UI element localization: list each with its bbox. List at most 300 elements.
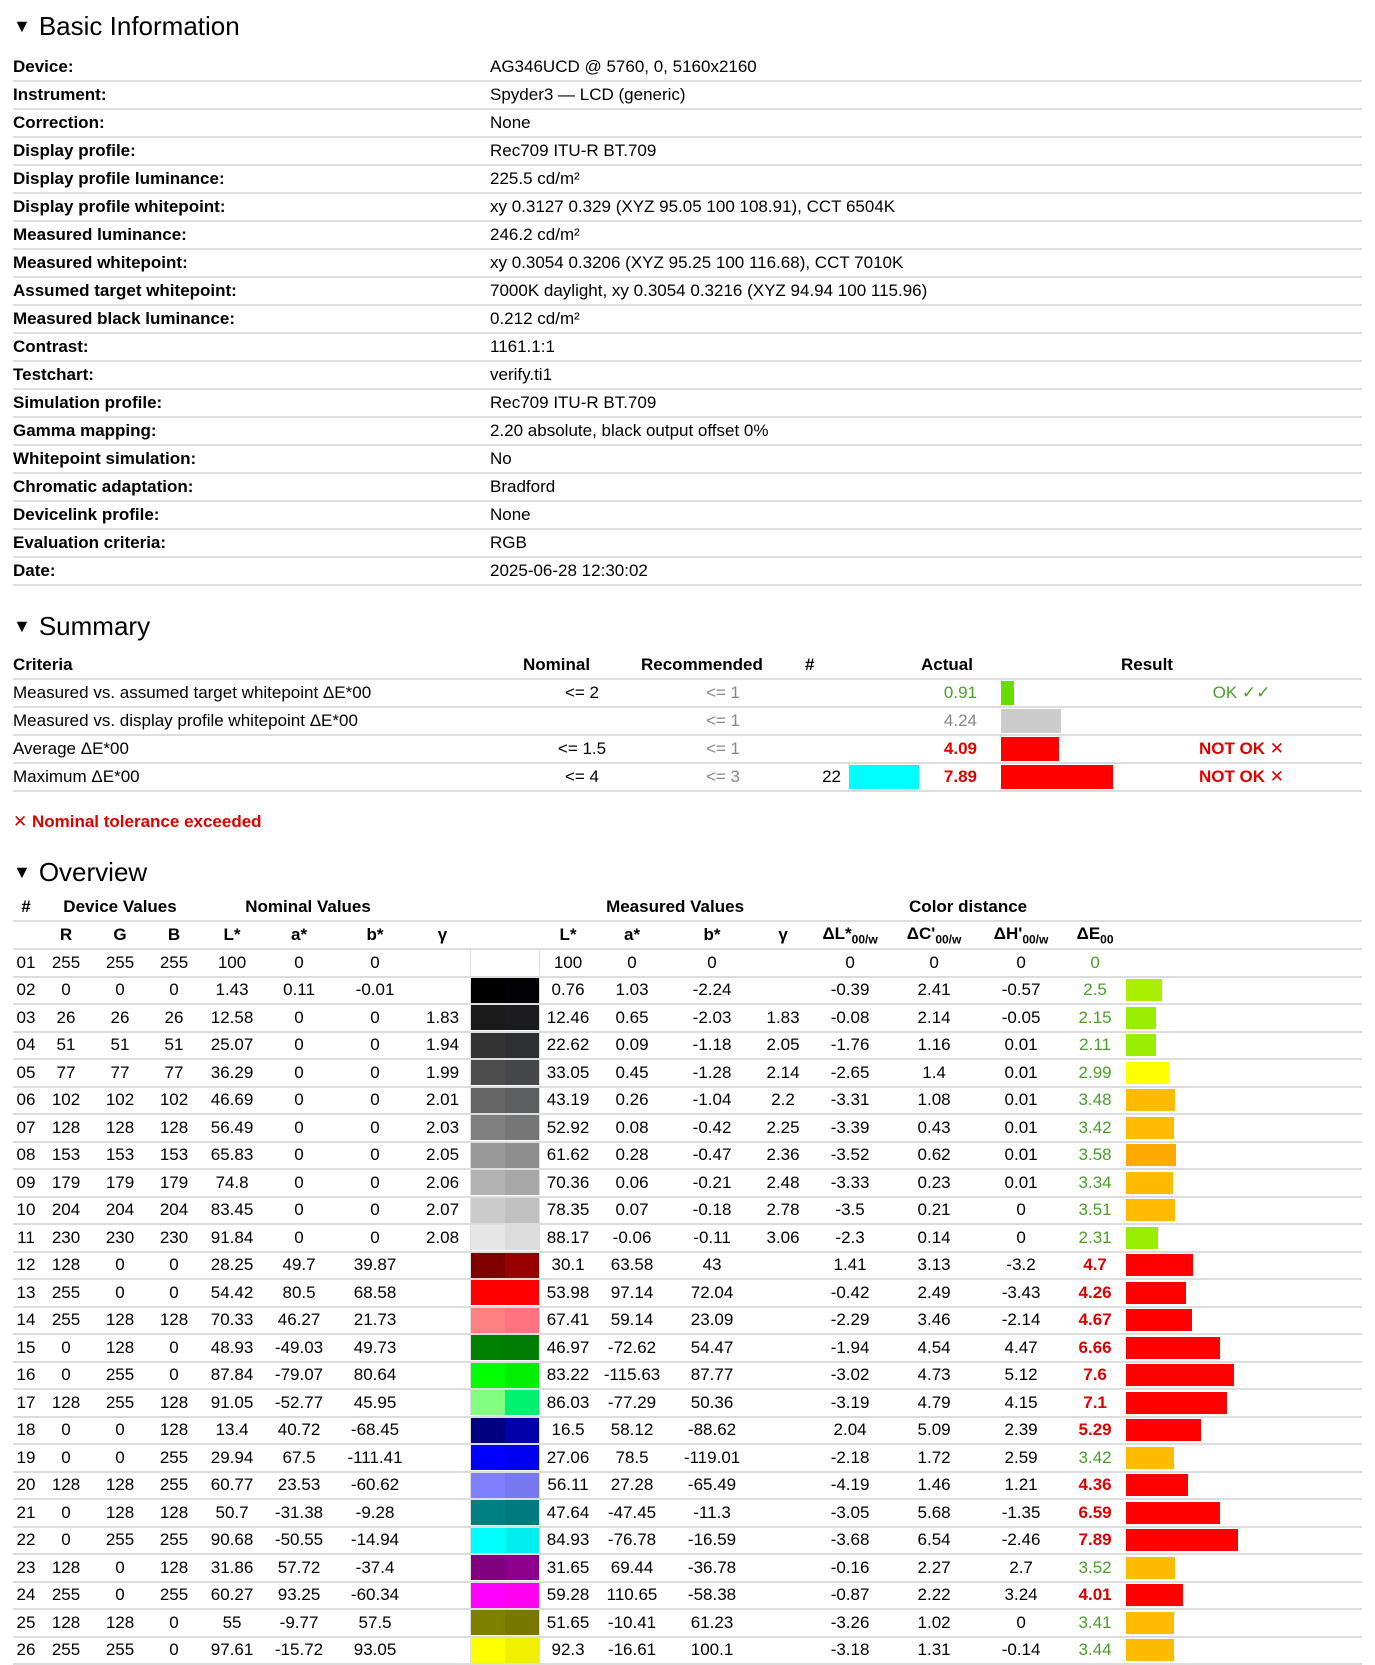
ov-cell-dL: -3.31 (810, 1087, 890, 1115)
ov-cell-dE: 6.66 (1064, 1334, 1126, 1362)
basic-info-row (13, 193, 1362, 221)
ov-cell-dE: 3.58 (1064, 1142, 1126, 1170)
ov-cell-mg (756, 1362, 810, 1390)
ov-cell-mL: 70.36 (540, 1169, 596, 1197)
overview-toggle[interactable] (13, 846, 1362, 892)
ov-cell-dC: 2.14 (890, 1004, 978, 1032)
ov-cell-mL: 33.05 (540, 1059, 596, 1087)
ov-cell-g: 2.08 (415, 1224, 470, 1252)
ov-cell-L: 91.84 (201, 1224, 263, 1252)
overview-row (13, 1499, 1362, 1527)
ov-cell-n: 08 (13, 1142, 39, 1170)
summary-nominal (523, 707, 641, 735)
summary-patch-cell (849, 763, 921, 791)
ov-col-G: G (93, 921, 147, 949)
overview-title: Overview (38, 857, 148, 887)
summary-nominal: <= 2 (523, 679, 641, 707)
basic-info-value: xy 0.3127 0.329 (XYZ 95.05 100 108.91), CCT 6504K (490, 193, 1362, 221)
ov-cell-mb: 54.47 (668, 1334, 756, 1362)
ov-cell-dH: -2.46 (978, 1527, 1064, 1555)
ov-cell-mb: -2.03 (668, 1004, 756, 1032)
ov-swatch-nominal (471, 1198, 505, 1223)
ov-cell-G: 0 (93, 1554, 147, 1582)
ov-cell-n: 18 (13, 1417, 39, 1445)
basic-info-value: 2025-06-28 12:30:02 (490, 557, 1362, 585)
summary-result: NOT OK ✕ (1121, 735, 1362, 763)
ov-cell-dH: -2.14 (978, 1307, 1064, 1335)
ov-cell-dC: 0.14 (890, 1224, 978, 1252)
ov-col-dE-sub: 00 (1100, 932, 1114, 947)
ov-swatch-nominal (471, 1363, 505, 1388)
basic-info-key: Chromatic adaptation: (13, 473, 490, 501)
ov-cell-b: -0.01 (335, 977, 415, 1005)
ov-cell-mb: 43 (668, 1252, 756, 1280)
ov-cell-B: 128 (147, 1499, 201, 1527)
ov-delta-bar (1126, 1502, 1220, 1524)
ov-cell-dL: -3.5 (810, 1197, 890, 1225)
ov-cell-mg (756, 977, 810, 1005)
basic-info-row (13, 165, 1362, 193)
ov-swatch-measured (505, 1363, 539, 1388)
ov-cell-n: 20 (13, 1472, 39, 1500)
basic-info-title: Basic Information (38, 11, 240, 41)
ov-cell-dL: -3.18 (810, 1637, 890, 1665)
ov-cell-n: 10 (13, 1197, 39, 1225)
ov-swatch (470, 1143, 540, 1168)
ov-swatch-nominal (471, 1638, 505, 1663)
ov-cell-ma: -16.61 (596, 1637, 668, 1665)
ov-swatch-nominal (471, 1115, 505, 1140)
ov-cell-L: 100 (201, 949, 263, 977)
ov-cell-dH: 0 (978, 1609, 1064, 1637)
ov-cell-dC: 1.08 (890, 1087, 978, 1115)
ov-cell-mL: 22.62 (540, 1032, 596, 1060)
ov-col-B: B (147, 921, 201, 949)
summary-bar-cell (1001, 679, 1121, 707)
ov-cell-B: 51 (147, 1032, 201, 1060)
ov-cell-B: 0 (147, 1362, 201, 1390)
summary-col-nominal: Nominal (523, 652, 641, 679)
summary-toggle[interactable] (13, 600, 1362, 646)
ov-cell-mb: -2.24 (668, 977, 756, 1005)
ov-delta-bar (1126, 1639, 1174, 1661)
ov-cell-b: -60.34 (335, 1582, 415, 1610)
ov-cell-mL: 12.46 (540, 1004, 596, 1032)
ov-col-dC-label: ΔC' (906, 923, 936, 943)
ov-cell-G: 0 (93, 1252, 147, 1280)
ov-cell-g: 1.83 (415, 1004, 470, 1032)
ov-cell-a: 0 (263, 949, 335, 977)
ov-cell-n: 02 (13, 977, 39, 1005)
summary-bar-cell (1001, 707, 1121, 735)
ov-cell-dC: 3.46 (890, 1307, 978, 1335)
overview-row (13, 1197, 1362, 1225)
ov-cell-dL: -3.26 (810, 1609, 890, 1637)
ov-cell-ma: -115.63 (596, 1362, 668, 1390)
ov-cell-n: 23 (13, 1554, 39, 1582)
ov-cell-mL: 61.62 (540, 1142, 596, 1170)
ov-swatch-cell (470, 1032, 540, 1060)
basic-info-value: None (490, 501, 1362, 529)
ov-cell-g (415, 1279, 470, 1307)
ov-swatch-nominal (471, 1170, 505, 1195)
ov-swatch-measured (505, 1253, 539, 1278)
ov-col-mL: L* (540, 921, 596, 949)
basic-info-key: Gamma mapping: (13, 417, 490, 445)
ov-cell-ma: -47.45 (596, 1499, 668, 1527)
ov-col-b: b* (335, 921, 415, 949)
ov-cell-mb: -1.18 (668, 1032, 756, 1060)
ov-cell-dE: 5.29 (1064, 1417, 1126, 1445)
ov-cell-dL: 2.04 (810, 1417, 890, 1445)
ov-bar-cell (1126, 1554, 1362, 1582)
ov-cell-dC: 5.68 (890, 1499, 978, 1527)
ov-cell-mb: -16.59 (668, 1527, 756, 1555)
summary-title: Summary (38, 611, 151, 641)
ov-cell-dL: -3.68 (810, 1527, 890, 1555)
overview-row (13, 1527, 1362, 1555)
ov-cell-b: 0 (335, 1004, 415, 1032)
ov-delta-bar (1126, 1557, 1175, 1579)
ov-cell-dC: 6.54 (890, 1527, 978, 1555)
ov-cell-a: 40.72 (263, 1417, 335, 1445)
ov-cell-b: -68.45 (335, 1417, 415, 1445)
ov-cell-mL: 27.06 (540, 1444, 596, 1472)
summary-col-recommended: Recommended (641, 652, 805, 679)
ov-cell-R: 0 (39, 977, 93, 1005)
ov-swatch-nominal (471, 1610, 505, 1635)
ov-cell-ma: 59.14 (596, 1307, 668, 1335)
overview-row (13, 1032, 1362, 1060)
ov-cell-dL: 1.41 (810, 1252, 890, 1280)
ov-cell-mL: 0.76 (540, 977, 596, 1005)
ov-cell-dH: -3.2 (978, 1252, 1064, 1280)
ov-cell-G: 128 (93, 1499, 147, 1527)
ov-cell-b: 0 (335, 1059, 415, 1087)
ov-col-a: a* (263, 921, 335, 949)
ov-cell-ma: 0.65 (596, 1004, 668, 1032)
ov-cell-b: 0 (335, 1087, 415, 1115)
ov-cell-G: 255 (93, 1362, 147, 1390)
ov-cell-n: 21 (13, 1499, 39, 1527)
ov-cell-mg: 2.2 (756, 1087, 810, 1115)
ov-swatch-measured (505, 1143, 539, 1168)
ov-col-dC-sub: 00/w (935, 932, 962, 947)
basic-info-row (13, 333, 1362, 361)
overview-row (13, 1114, 1362, 1142)
ov-cell-L: 87.84 (201, 1362, 263, 1390)
ov-swatch (470, 978, 540, 1003)
ov-swatch-cell (470, 1279, 540, 1307)
triangle-down-icon: ▼ (13, 862, 31, 882)
overview-row (13, 1472, 1362, 1500)
ov-cell-dC: 1.72 (890, 1444, 978, 1472)
summary-patch-cell (849, 707, 921, 735)
ov-cell-dC: 4.79 (890, 1389, 978, 1417)
ov-cell-B: 128 (147, 1389, 201, 1417)
ov-swatch-measured (505, 1528, 539, 1553)
ov-cell-ma: 58.12 (596, 1417, 668, 1445)
ov-bar-cell (1126, 1472, 1362, 1500)
ov-cell-g: 2.05 (415, 1142, 470, 1170)
ov-swatch-nominal (471, 1225, 505, 1250)
ov-swatch-nominal (471, 1005, 505, 1030)
ov-cell-R: 0 (39, 1417, 93, 1445)
ov-cell-G: 51 (93, 1032, 147, 1060)
tolerance-note: ✕ Nominal tolerance exceeded (13, 812, 262, 831)
ov-swatch (470, 1583, 540, 1608)
ov-cell-R: 128 (39, 1252, 93, 1280)
ov-delta-bar (1126, 1172, 1173, 1194)
summary-bar (1001, 709, 1061, 733)
summary-criteria: Maximum ΔE*00 (13, 763, 523, 791)
summary-bar (1001, 737, 1059, 761)
ov-cell-mg (756, 1499, 810, 1527)
ov-swatch-measured (505, 1225, 539, 1250)
ov-swatch-measured (505, 1473, 539, 1498)
ov-cell-G: 255 (93, 1637, 147, 1665)
ov-cell-dH: 0.01 (978, 1059, 1064, 1087)
summary-col-criteria: Criteria (13, 652, 523, 679)
ov-cell-dC: 2.27 (890, 1554, 978, 1582)
ov-cell-mg (756, 1582, 810, 1610)
ov-swatch-cell (470, 949, 540, 977)
overview-row (13, 1279, 1362, 1307)
ov-cell-dE: 4.26 (1064, 1279, 1126, 1307)
ov-cell-b: 93.05 (335, 1637, 415, 1665)
ov-cell-L: 65.83 (201, 1142, 263, 1170)
ov-cell-mg: 2.25 (756, 1114, 810, 1142)
ov-cell-n: 22 (13, 1527, 39, 1555)
ov-cell-L: 50.7 (201, 1499, 263, 1527)
basic-info-row (13, 473, 1362, 501)
ov-cell-dC: 2.22 (890, 1582, 978, 1610)
ov-cell-R: 255 (39, 1582, 93, 1610)
ov-cell-dL: -2.3 (810, 1224, 890, 1252)
ov-swatch-measured (505, 1033, 539, 1058)
ov-cell-G: 128 (93, 1307, 147, 1335)
ov-cell-dE: 2.99 (1064, 1059, 1126, 1087)
ov-cell-a: 49.7 (263, 1252, 335, 1280)
ov-cell-dL: -3.33 (810, 1169, 890, 1197)
ov-cell-R: 128 (39, 1472, 93, 1500)
ov-cell-mg (756, 1307, 810, 1335)
ov-cell-g: 2.01 (415, 1087, 470, 1115)
ov-cell-g: 2.07 (415, 1197, 470, 1225)
ov-cell-a: 0.11 (263, 977, 335, 1005)
ov-cell-dC: 0.62 (890, 1142, 978, 1170)
ov-cell-n: 16 (13, 1362, 39, 1390)
ov-cell-mL: 30.1 (540, 1252, 596, 1280)
basic-info-toggle[interactable] (13, 0, 1362, 46)
ov-cell-L: 55 (201, 1609, 263, 1637)
ov-cell-mb: -58.38 (668, 1582, 756, 1610)
ov-cell-dE: 7.1 (1064, 1389, 1126, 1417)
ov-cell-mg (756, 1417, 810, 1445)
ov-cell-B: 0 (147, 1334, 201, 1362)
ov-cell-dC: 1.16 (890, 1032, 978, 1060)
ov-cell-dL: -0.87 (810, 1582, 890, 1610)
ov-cell-dC: 1.02 (890, 1609, 978, 1637)
ov-group-device: Device Values (39, 894, 201, 921)
ov-swatch-measured (505, 1500, 539, 1525)
ov-cell-g: 2.03 (415, 1114, 470, 1142)
ov-cell-B: 0 (147, 1252, 201, 1280)
summary-bar-cell (1001, 735, 1121, 763)
ov-col-dH (978, 921, 1064, 949)
basic-info-row (13, 417, 1362, 445)
ov-delta-bar (1126, 1584, 1183, 1606)
ov-cell-B: 128 (147, 1114, 201, 1142)
ov-cell-L: 74.8 (201, 1169, 263, 1197)
ov-delta-bar (1126, 1364, 1234, 1386)
summary-col-patch (849, 652, 921, 679)
ov-swatch (470, 1280, 540, 1305)
ov-cell-dH: 0 (978, 1224, 1064, 1252)
ov-cell-dL: -2.18 (810, 1444, 890, 1472)
ov-cell-dC: 3.13 (890, 1252, 978, 1280)
ov-cell-g: 1.99 (415, 1059, 470, 1087)
overview-row (13, 1307, 1362, 1335)
ov-swatch (470, 1555, 540, 1580)
ov-swatch-cell (470, 1527, 540, 1555)
ov-cell-a: 57.72 (263, 1554, 335, 1582)
overview-table (13, 894, 1362, 1665)
ov-delta-bar (1126, 1199, 1175, 1221)
ov-cell-a: -49.03 (263, 1334, 335, 1362)
summary-result: NOT OK ✕ (1121, 763, 1362, 791)
ov-cell-mL: 52.92 (540, 1114, 596, 1142)
summary-nominal: <= 1.5 (523, 735, 641, 763)
ov-cell-a: 0 (263, 1114, 335, 1142)
ov-cell-L: 60.27 (201, 1582, 263, 1610)
summary-num (805, 707, 849, 735)
ov-cell-ma: 0.26 (596, 1087, 668, 1115)
ov-cell-b: 21.73 (335, 1307, 415, 1335)
ov-cell-a: -52.77 (263, 1389, 335, 1417)
ov-cell-a: 67.5 (263, 1444, 335, 1472)
summary-nominal: <= 4 (523, 763, 641, 791)
ov-cell-B: 230 (147, 1224, 201, 1252)
ov-cell-dL: -1.94 (810, 1334, 890, 1362)
summary-patch-cell (849, 735, 921, 763)
ov-cell-mg (756, 949, 810, 977)
ov-swatch-measured (505, 978, 539, 1003)
basic-info-key: Measured luminance: (13, 221, 490, 249)
summary-actual: 4.09 (921, 735, 1001, 763)
summary-row (13, 707, 1362, 735)
ov-cell-mL: 100 (540, 949, 596, 977)
summary-row (13, 679, 1362, 707)
ov-cell-dC: 4.54 (890, 1334, 978, 1362)
ov-cell-dL: -3.52 (810, 1142, 890, 1170)
ov-cell-dH: 0.01 (978, 1087, 1064, 1115)
ov-cell-mb: 61.23 (668, 1609, 756, 1637)
overview-row (13, 1554, 1362, 1582)
ov-cell-G: 255 (93, 949, 147, 977)
ov-swatch-measured (505, 1005, 539, 1030)
overview-row (13, 977, 1362, 1005)
ov-swatch-cell (470, 1142, 540, 1170)
ov-cell-B: 153 (147, 1142, 201, 1170)
ov-cell-R: 230 (39, 1224, 93, 1252)
ov-col-dL-sub: 00/w (851, 932, 878, 947)
ov-cell-dH: -0.57 (978, 977, 1064, 1005)
ov-swatch-measured (505, 1555, 539, 1580)
ov-cell-R: 0 (39, 1444, 93, 1472)
ov-cell-dC: 1.46 (890, 1472, 978, 1500)
ov-cell-mg (756, 1609, 810, 1637)
ov-delta-bar (1126, 1007, 1156, 1029)
overview-row (13, 1582, 1362, 1610)
summary-row (13, 763, 1362, 791)
ov-cell-dC: 4.73 (890, 1362, 978, 1390)
ov-cell-R: 179 (39, 1169, 93, 1197)
ov-cell-dH: 0.01 (978, 1114, 1064, 1142)
ov-cell-G: 0 (93, 1444, 147, 1472)
ov-swatch (470, 1308, 540, 1333)
ov-swatch-nominal (471, 978, 505, 1003)
ov-delta-bar (1126, 1447, 1174, 1469)
ov-cell-dL: -0.42 (810, 1279, 890, 1307)
ov-cell-a: 0 (263, 1004, 335, 1032)
ov-cell-dH: -1.35 (978, 1499, 1064, 1527)
ov-swatch-cell (470, 1334, 540, 1362)
ov-delta-bar (1126, 1089, 1175, 1111)
basic-info-value: Spyder3 — LCD (generic) (490, 81, 1362, 109)
ov-swatch-nominal (471, 1528, 505, 1553)
ov-cell-mL: 88.17 (540, 1224, 596, 1252)
ov-cell-mL: 84.93 (540, 1527, 596, 1555)
ov-cell-dH: 2.39 (978, 1417, 1064, 1445)
ov-cell-mb: 100.1 (668, 1637, 756, 1665)
ov-cell-b: 80.64 (335, 1362, 415, 1390)
ov-cell-L: 97.61 (201, 1637, 263, 1665)
ov-cell-a: 0 (263, 1224, 335, 1252)
ov-delta-bar (1126, 1227, 1158, 1249)
ov-col-dH-label: ΔH' (993, 923, 1023, 943)
summary-recommended: <= 1 (641, 707, 805, 735)
basic-info-value: 7000K daylight, xy 0.3054 0.3216 (XYZ 94.94 100 115.96) (490, 277, 1362, 305)
summary-num (805, 679, 849, 707)
ov-cell-n: 13 (13, 1279, 39, 1307)
ov-group-num: # (13, 894, 39, 921)
ov-cell-dL: -3.02 (810, 1362, 890, 1390)
ov-cell-mb: 72.04 (668, 1279, 756, 1307)
ov-cell-mg (756, 1527, 810, 1555)
ov-bar-cell (1126, 1252, 1362, 1280)
ov-cell-mb: -0.42 (668, 1114, 756, 1142)
ov-cell-G: 153 (93, 1142, 147, 1170)
ov-cell-dE: 2.15 (1064, 1004, 1126, 1032)
ov-swatch (470, 1115, 540, 1140)
ov-cell-ma: 1.03 (596, 977, 668, 1005)
ov-cell-ma: 0.28 (596, 1142, 668, 1170)
summary-criteria: Measured vs. display profile whitepoint ΔE*00 (13, 707, 523, 735)
ov-cell-b: -111.41 (335, 1444, 415, 1472)
ov-cell-mL: 86.03 (540, 1389, 596, 1417)
ov-cell-B: 128 (147, 1554, 201, 1582)
ov-swatch-nominal (471, 1253, 505, 1278)
basic-info-value: 2.20 absolute, black output offset 0% (490, 417, 1362, 445)
ov-swatch (470, 1088, 540, 1113)
ov-cell-g (415, 1252, 470, 1280)
ov-bar-cell (1126, 1032, 1362, 1060)
ov-cell-L: 36.29 (201, 1059, 263, 1087)
ov-cell-ma: 0 (596, 949, 668, 977)
ov-delta-bar (1126, 1529, 1238, 1551)
ov-cell-mL: 51.65 (540, 1609, 596, 1637)
